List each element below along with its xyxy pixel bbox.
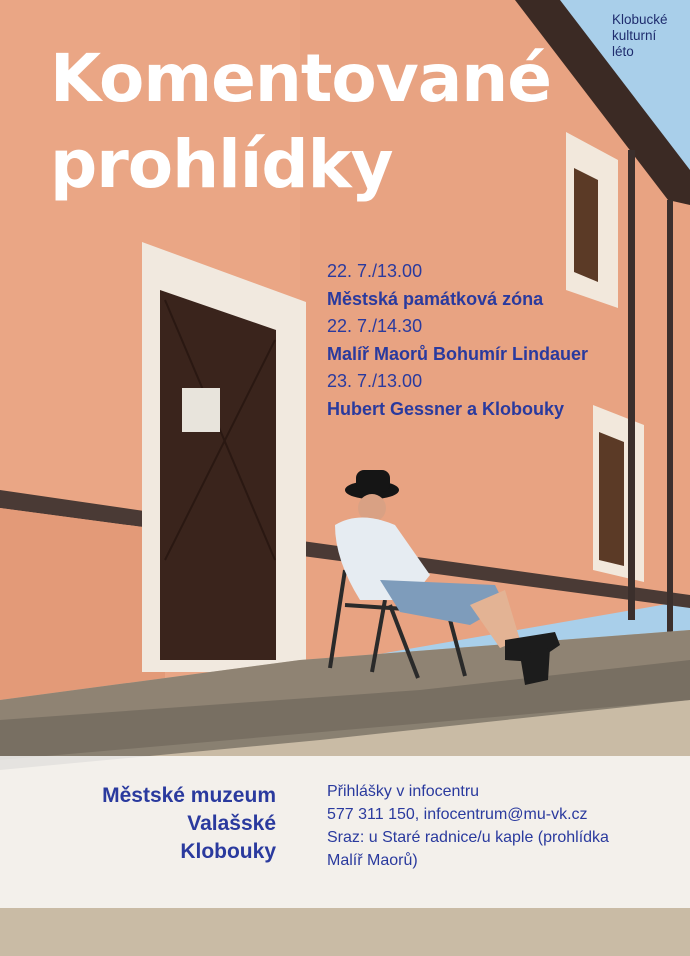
logo-line: Klobucké xyxy=(612,12,668,27)
organizer-line: Městské muzeum xyxy=(102,784,276,807)
drainpipe xyxy=(628,150,635,620)
contact-line: 577 311 150, infocentrum@mu-vk.cz xyxy=(327,806,588,823)
festival-logo xyxy=(612,12,668,60)
event-name: Malíř Maorů Bohumír Lindauer xyxy=(327,343,589,364)
title-line: Komentované xyxy=(50,40,552,117)
logo-line: léto xyxy=(612,44,634,59)
organizer-name xyxy=(40,782,276,866)
title-line: prohlídky xyxy=(50,126,393,203)
organizer-line: Valašské xyxy=(187,812,276,835)
poster-title xyxy=(50,36,551,208)
door-sign xyxy=(182,388,220,432)
contact-line: Přihlášky v infocentru xyxy=(327,783,480,800)
event-list xyxy=(327,258,588,423)
event-date: 23. 7./13.00 xyxy=(327,371,423,391)
contact-line: Sraz: u Staré radnice/u kaple (prohlídka xyxy=(327,829,609,846)
contact-info xyxy=(327,780,609,872)
organizer-line: Klobouky xyxy=(180,840,276,863)
event-name: Hubert Gessner a Klobouky xyxy=(327,398,565,419)
contact-line: Malíř Maorů) xyxy=(327,852,418,869)
event-name: Městská památková zóna xyxy=(327,288,544,309)
event-date: 22. 7./13.00 xyxy=(327,261,423,281)
logo-line: kulturní xyxy=(612,28,657,43)
event-date: 22. 7./14.30 xyxy=(327,316,423,336)
door xyxy=(160,290,276,660)
